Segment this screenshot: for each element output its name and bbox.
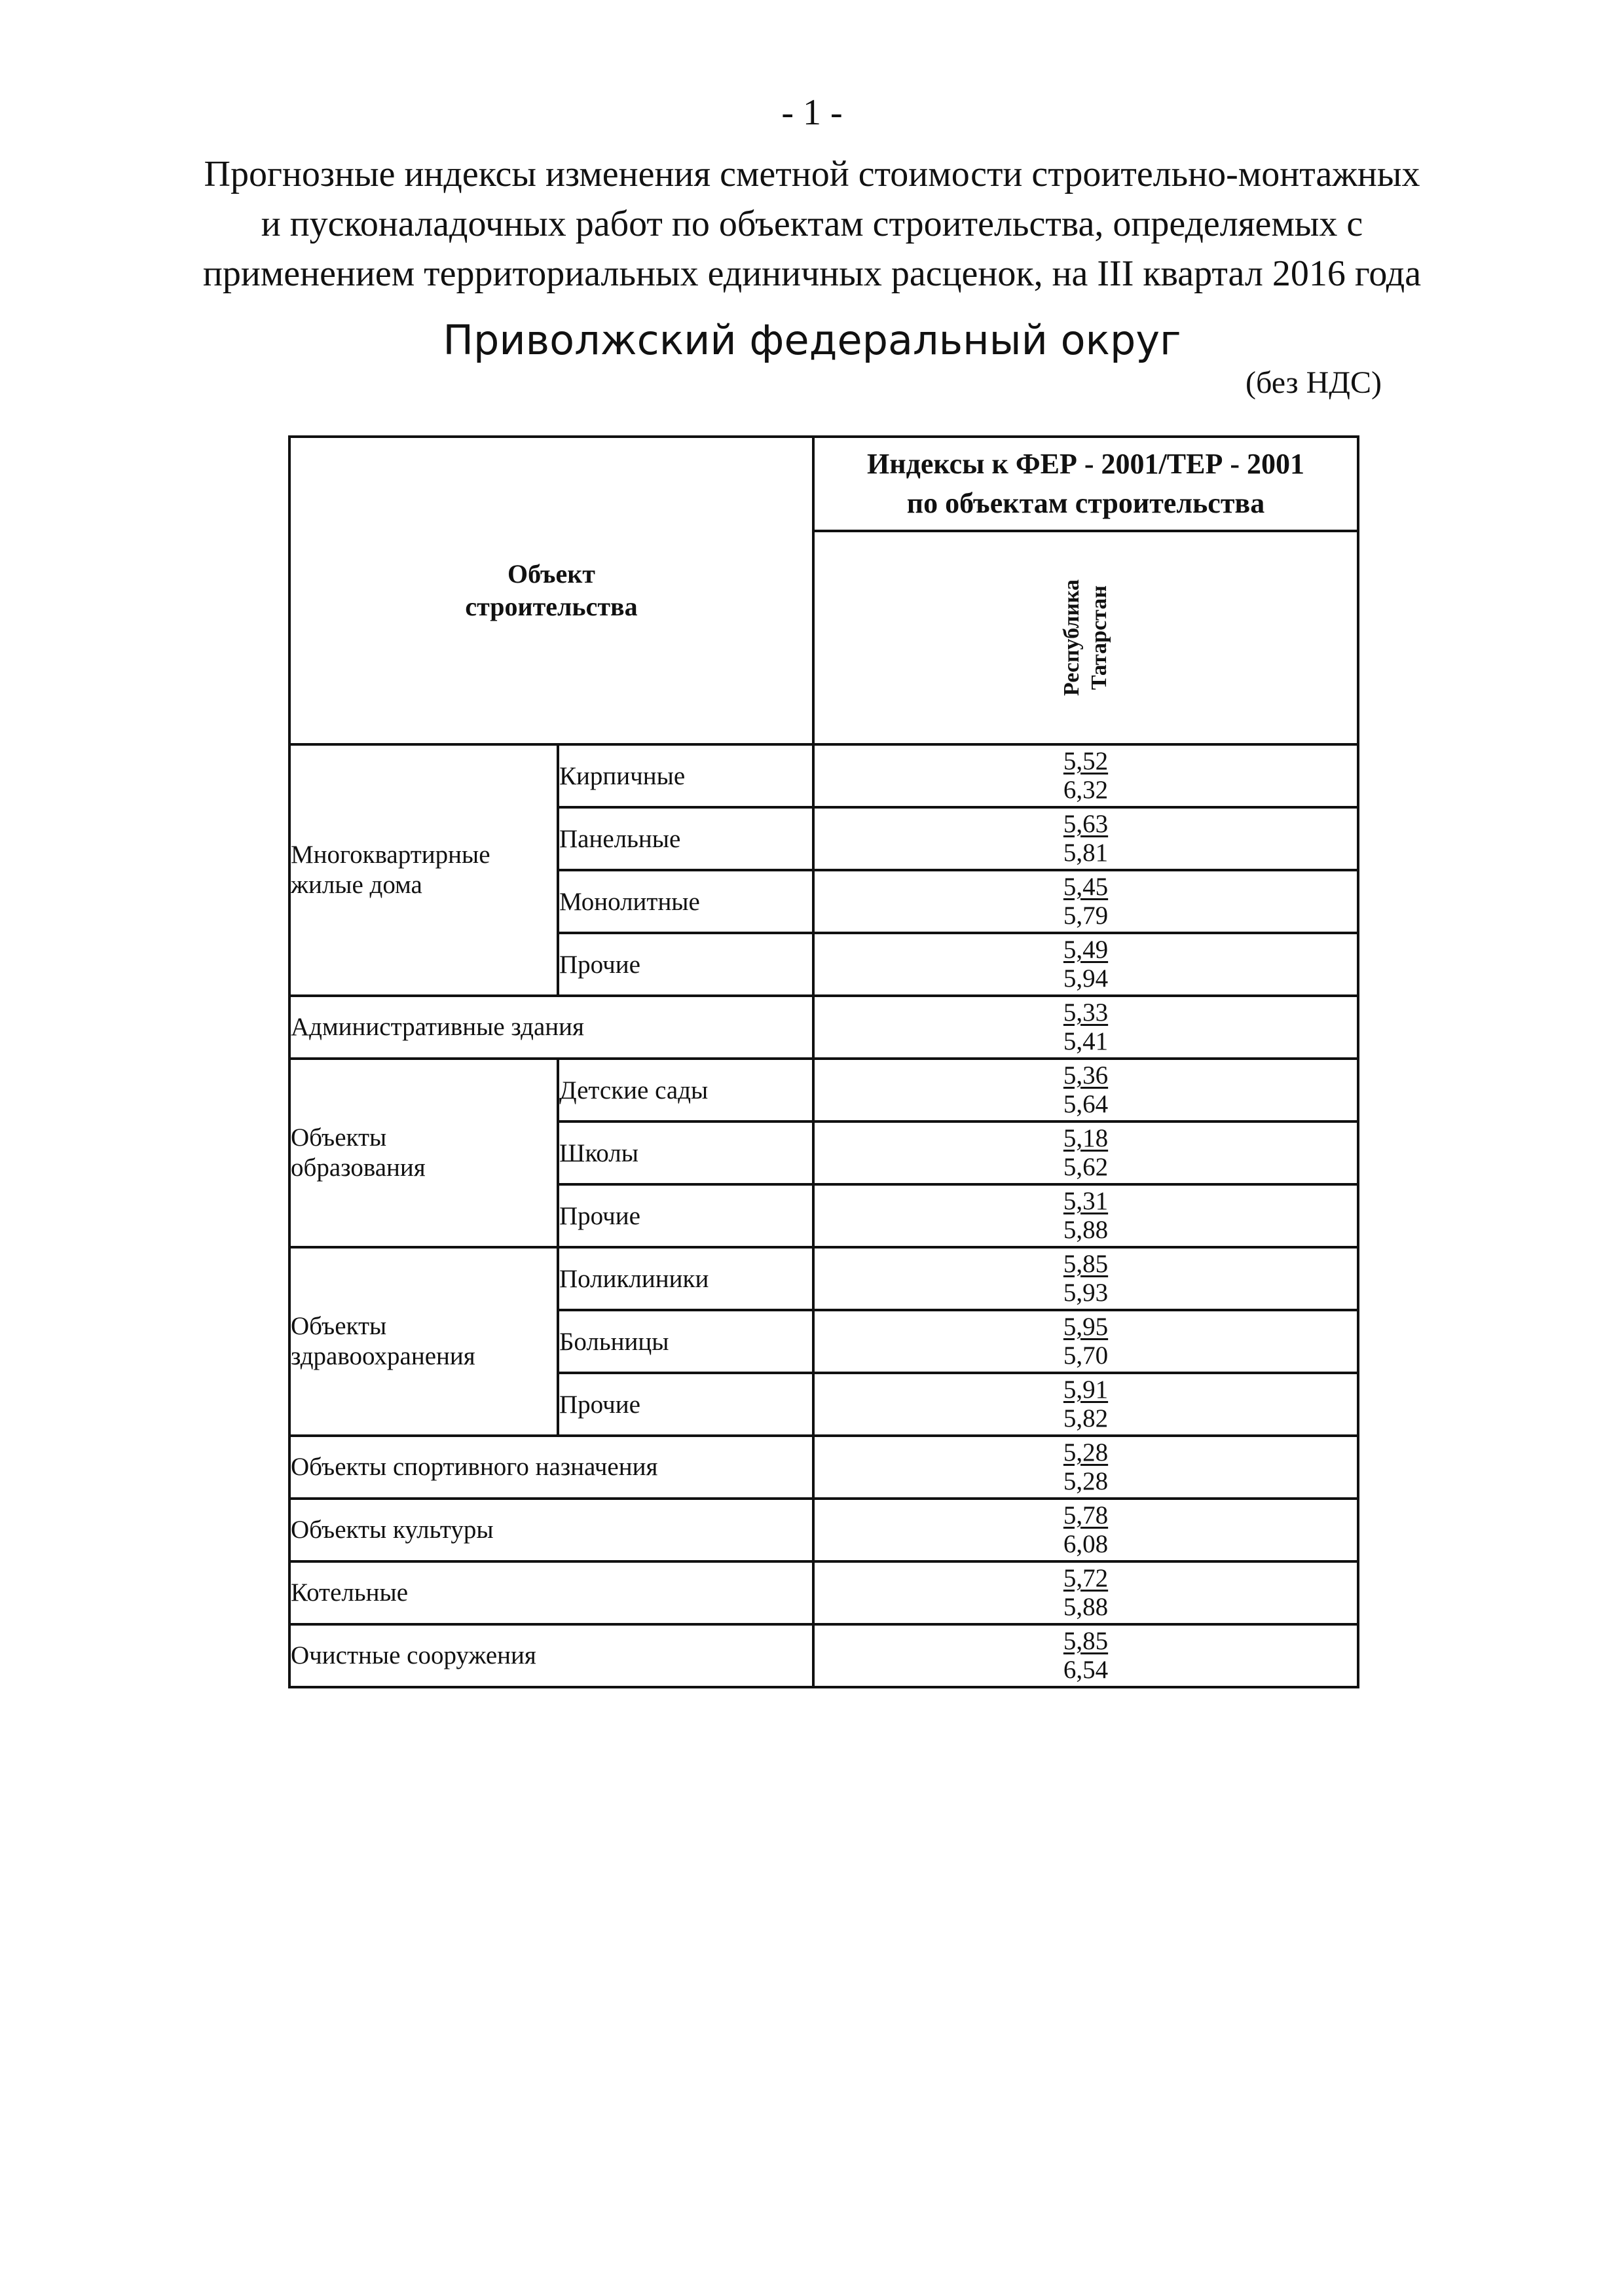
header-index xyxy=(813,437,1358,531)
object-label-text: Административные здания xyxy=(291,1013,584,1041)
index-value-bottom: 5,41 xyxy=(1063,1027,1109,1055)
object-label xyxy=(289,1436,813,1499)
header-object-line: строительства xyxy=(465,592,638,621)
index-value-bottom: 5,62 xyxy=(1063,1153,1109,1181)
index-value-top: 5,18 xyxy=(1063,1124,1109,1152)
index-value-bottom: 5,82 xyxy=(1063,1404,1109,1432)
group-label-cell xyxy=(289,1059,558,1247)
title-line: Прогнозные индексы изменения сметной стоимости строительно-монтажных xyxy=(204,154,1420,194)
subcategory-label: Прочие xyxy=(558,1184,813,1247)
index-value-top: 5,85 xyxy=(1063,1627,1109,1655)
table-row xyxy=(289,744,1358,807)
subcategory-label: Детские сады xyxy=(558,1059,813,1121)
group-label-line: Объекты xyxy=(291,1312,387,1340)
index-value-top: 5,85 xyxy=(1063,1250,1109,1278)
index-value-bottom: 5,81 xyxy=(1063,839,1109,867)
header-region-line: Республика xyxy=(1060,579,1084,696)
index-value-top: 5,49 xyxy=(1063,936,1109,964)
table-row xyxy=(289,1561,1358,1624)
index-value-cell xyxy=(813,1373,1358,1436)
index-value-cell xyxy=(813,996,1358,1059)
index-value-bottom: 5,88 xyxy=(1063,1593,1109,1621)
header-index-line: Индексы к ФЕР - 2001/ТЕР - 2001 xyxy=(867,448,1304,480)
subcategory-label: Прочие xyxy=(558,1373,813,1436)
vat-note: (без НДС) xyxy=(1245,365,1382,400)
district-heading: Приволжский федеральный округ xyxy=(443,316,1181,364)
index-value-bottom: 6,32 xyxy=(1063,776,1109,804)
table-row xyxy=(289,996,1358,1059)
group-label-cell xyxy=(289,1247,558,1436)
header-object-line: Объект xyxy=(507,559,595,589)
index-table xyxy=(288,435,1359,1688)
document-title xyxy=(131,149,1493,299)
group-label-line: Объекты xyxy=(291,1123,387,1152)
subcategory-label: Панельные xyxy=(558,807,813,870)
index-value-cell xyxy=(813,1059,1358,1121)
group-label-line: жилые дома xyxy=(291,871,422,899)
index-value-bottom: 6,54 xyxy=(1063,1656,1109,1684)
index-value-top: 5,45 xyxy=(1063,873,1109,901)
object-label xyxy=(289,996,813,1059)
header-index-line: по объектам строительства xyxy=(906,487,1265,519)
index-value-cell xyxy=(813,1121,1358,1184)
index-value-top: 5,78 xyxy=(1063,1501,1109,1529)
subcategory-label: Монолитные xyxy=(558,870,813,933)
index-value-top: 5,33 xyxy=(1063,998,1109,1027)
table-row xyxy=(289,1436,1358,1499)
object-label-text: Объекты культуры xyxy=(291,1516,494,1544)
table-row xyxy=(289,1247,1358,1310)
index-value-top: 5,31 xyxy=(1063,1187,1109,1215)
group-label-cell xyxy=(289,744,558,996)
group-label-line: здравоохранения xyxy=(291,1342,475,1370)
subcategory-label: Поликлиники xyxy=(558,1247,813,1310)
object-label-text: Объекты спортивного назначения xyxy=(291,1453,658,1481)
group-label-line: Многоквартирные xyxy=(291,841,490,869)
header-object xyxy=(289,437,813,744)
index-value-cell xyxy=(813,807,1358,870)
group-label-line: образования xyxy=(291,1154,426,1182)
table-row xyxy=(289,1624,1358,1687)
title-line: применением территориальных единичных расценок, на III квартал 2016 года xyxy=(202,253,1422,294)
index-value-cell xyxy=(813,1436,1358,1499)
object-label-text: Котельные xyxy=(291,1578,409,1607)
index-value-bottom: 5,93 xyxy=(1063,1279,1109,1307)
index-value-bottom: 5,88 xyxy=(1063,1216,1109,1244)
index-value-cell xyxy=(813,870,1358,933)
index-value-top: 5,91 xyxy=(1063,1376,1109,1404)
subcategory-label: Прочие xyxy=(558,933,813,996)
object-label xyxy=(289,1499,813,1561)
index-value-bottom: 5,64 xyxy=(1063,1090,1109,1118)
index-value-cell xyxy=(813,744,1358,807)
subcategory-label: Больницы xyxy=(558,1310,813,1373)
index-value-top: 5,36 xyxy=(1063,1061,1109,1089)
index-value-bottom: 5,79 xyxy=(1063,902,1109,930)
index-value-cell xyxy=(813,1310,1358,1373)
object-label xyxy=(289,1624,813,1687)
header-region xyxy=(813,531,1358,744)
index-value-bottom: 6,08 xyxy=(1063,1530,1109,1558)
index-value-cell xyxy=(813,1184,1358,1247)
index-value-cell xyxy=(813,1247,1358,1310)
index-value-top: 5,28 xyxy=(1063,1438,1109,1467)
index-value-bottom: 5,94 xyxy=(1063,964,1109,993)
index-value-cell xyxy=(813,1624,1358,1687)
index-value-top: 5,72 xyxy=(1063,1564,1109,1592)
index-value-cell xyxy=(813,933,1358,996)
header-region-line: Татарстан xyxy=(1087,585,1111,690)
index-value-top: 5,95 xyxy=(1063,1313,1109,1341)
subcategory-label: Школы xyxy=(558,1121,813,1184)
index-value-bottom: 5,70 xyxy=(1063,1341,1109,1370)
object-label xyxy=(289,1561,813,1624)
page-number: - 1 - xyxy=(781,92,843,133)
table-row xyxy=(289,1499,1358,1561)
index-value-top: 5,63 xyxy=(1063,810,1109,838)
subcategory-label: Кирпичные xyxy=(558,744,813,807)
index-value-cell xyxy=(813,1499,1358,1561)
index-value-bottom: 5,28 xyxy=(1063,1467,1109,1495)
table-row xyxy=(289,1059,1358,1121)
object-label-text: Очистные сооружения xyxy=(291,1641,536,1669)
index-value-cell xyxy=(813,1561,1358,1624)
index-value-top: 5,52 xyxy=(1063,747,1109,775)
header-region-label xyxy=(1058,579,1113,696)
title-line: и пусконаладочных работ по объектам строительства, определяемых с xyxy=(261,204,1363,244)
